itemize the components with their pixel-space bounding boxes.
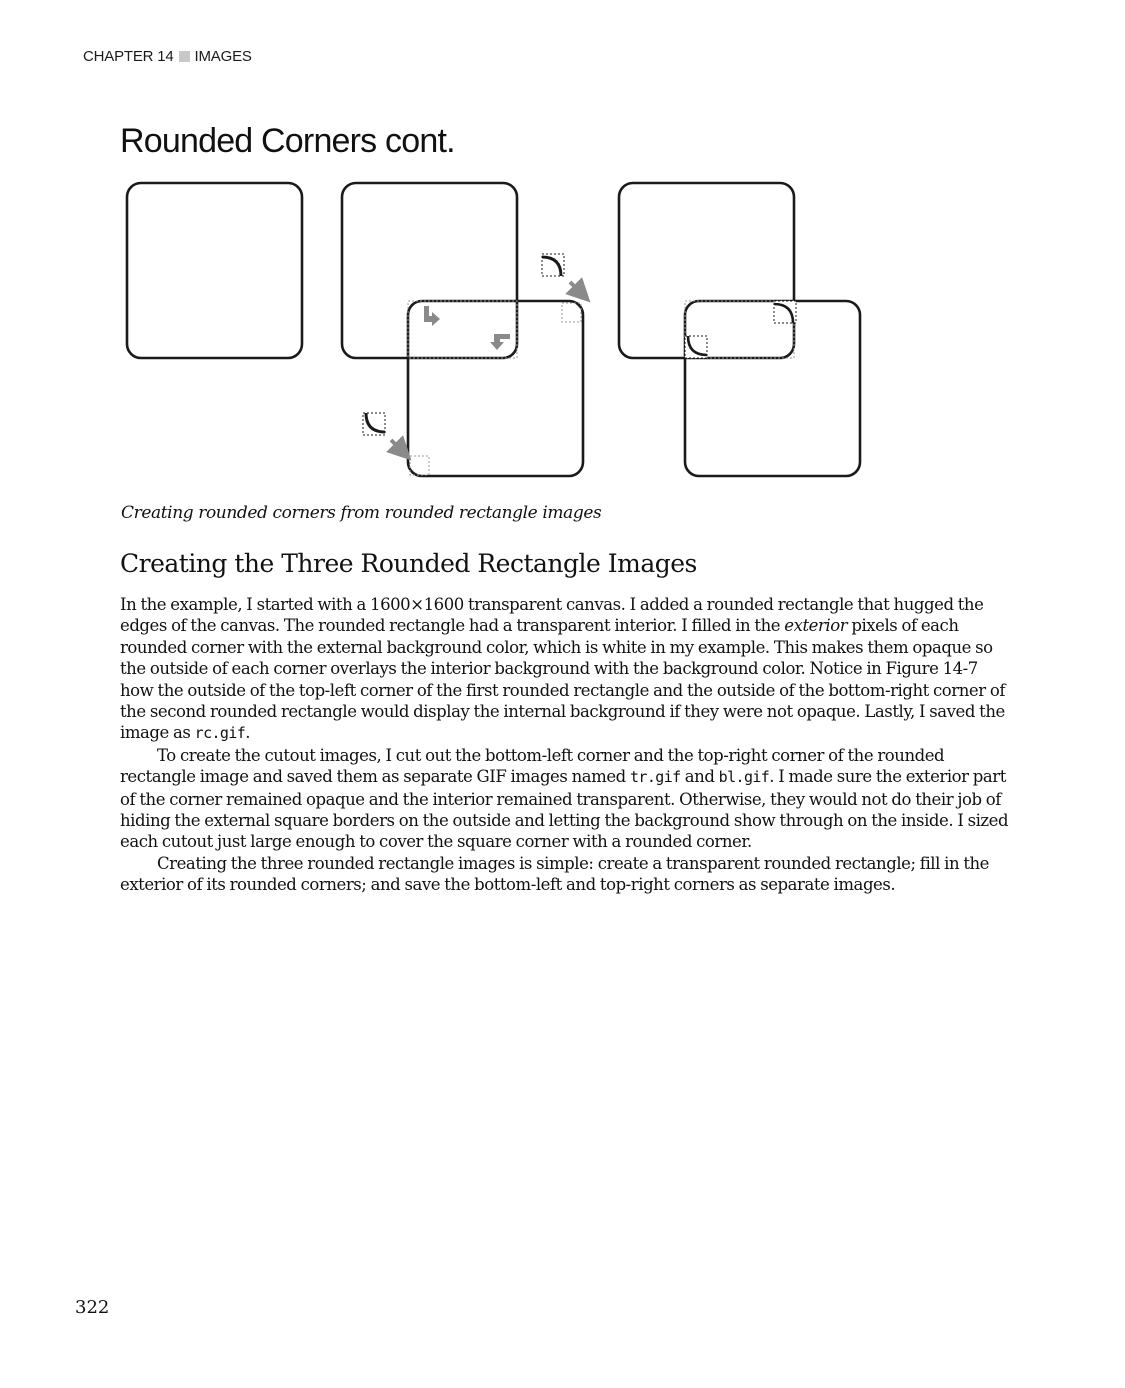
- rounded-corners-figure: [110, 172, 880, 488]
- paragraph-3: Creating the three rounded rectangle images is simple: create a transparent rounded rectangle; fill in the exterior of its rounded corners; and save the bottom-left and top-right corners as separate images.: [120, 853, 989, 895]
- panel3-bl-applied-corner-icon: [685, 336, 707, 358]
- page-number: 322: [75, 1297, 110, 1318]
- running-head: [83, 48, 252, 65]
- panel2-bottom-rounded-rect: [408, 301, 583, 476]
- panel2-corner-arrow-bottomright-icon: [490, 334, 510, 350]
- paragraph-1-text-a: In the example, I started with a 1600×1600 transparent canvas. I added a rounded rectangle that hugged the edges of the canvas. The rounded rectangle had a transparent interior. I filled in the: [120, 595, 984, 636]
- running-head-chapter: CHAPTER 14: [83, 48, 174, 65]
- panel3-tr-applied-corner-icon: [774, 301, 796, 323]
- body-text: [120, 594, 1010, 896]
- bl-gif-arrow-icon: [391, 440, 403, 452]
- paragraph-2-text-a: To create the cutout images, I cut out the bottom-left corner and the top-right corner of the rounded rectangle image and saved them as separate GIF images named: [120, 745, 945, 787]
- paragraph-2-text-c: . I made sure the exterior part of the corner remained opaque and the interior remained transparent. Otherwise, they would not do their job of hiding the external square borders on the outside and letting the background show through on the inside. I sized each cutout just large enough to cover the square corner with a rounded corner.: [120, 767, 1009, 852]
- section-heading: Creating the Three Rounded Rectangle Images: [120, 549, 697, 578]
- rounded-corners-diagram: [110, 172, 880, 488]
- panel2-top-rounded-rect: [342, 183, 517, 358]
- paragraph-1-text-c: .: [245, 723, 251, 743]
- paragraph-2-code-tr-gif: tr.gif: [629, 768, 681, 787]
- running-head-section: IMAGES: [194, 48, 252, 65]
- panel3-top-rounded-rect: [619, 183, 794, 358]
- running-head-separator-square: [179, 51, 190, 62]
- panel2-corner-arrow-topleft-icon: [424, 306, 440, 326]
- page-title: Rounded Corners cont.: [120, 122, 455, 160]
- panel3-bottom-rounded-rect: [685, 301, 860, 476]
- paragraph-2: [120, 745, 1010, 853]
- paragraph-1-emphasis: exterior: [784, 616, 848, 636]
- tr-gif-cutout-icon: [542, 254, 564, 276]
- paragraph-1-text-b: pixels of each rounded corner with the external background color, which is white in my example. This makes them opaque so the outside of each corner overlays the interior background with the background color. Notice in Figure 14-7 how the outside of the top-left corner of the first rounded rectangle and the outside of the bottom-right corner of the second rounded rectangle would display the internal background if they were not opaque. Lastly, I saved the image as: [120, 616, 1005, 743]
- paragraph-1: [120, 594, 1010, 745]
- paragraph-2-text-b: and: [680, 767, 719, 787]
- panel1-rounded-rect: [127, 183, 302, 358]
- bl-gif-cutout-icon: [363, 413, 385, 435]
- tr-gif-arrow-icon: [570, 282, 582, 294]
- figure-caption: Creating rounded corners from rounded rectangle images: [121, 503, 602, 523]
- paragraph-2-code-bl-gif: bl.gif: [718, 768, 770, 787]
- paragraph-1-code-rc-gif: rc.gif: [194, 724, 246, 743]
